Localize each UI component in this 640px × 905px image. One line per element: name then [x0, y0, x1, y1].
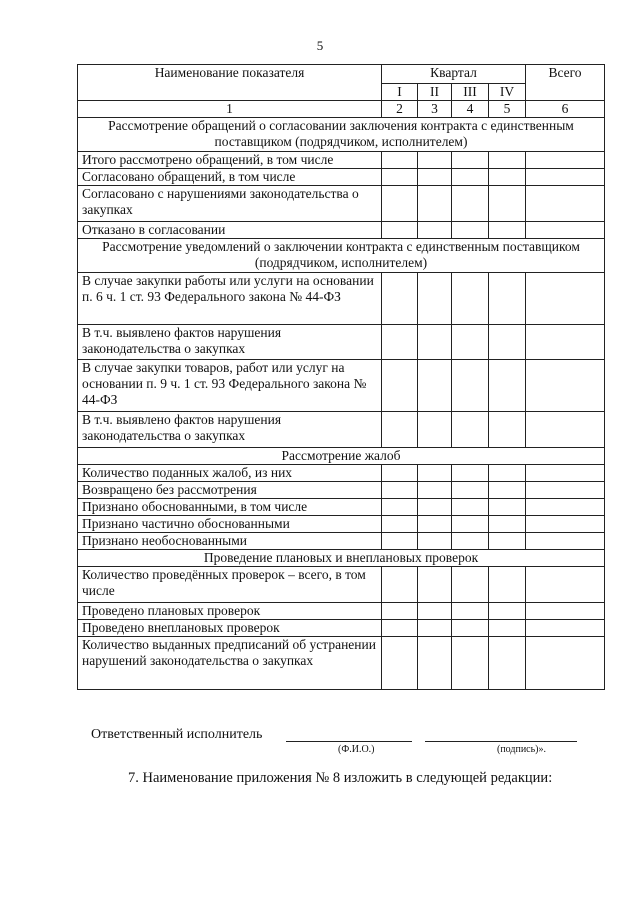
table-row [78, 152, 605, 169]
row-label: Отказано в согласовании [78, 222, 382, 239]
row-label: Количество поданных жалоб, из них [78, 465, 382, 482]
row-label: В случае закупки работы или услуги на основании п. 6 ч. 1 ст. 93 Федерального закона № 44-ФЗ [78, 273, 382, 325]
header-total: Всего [526, 65, 605, 101]
header-quarter: Квартал [382, 65, 526, 84]
section-row [78, 550, 605, 567]
col-number-5: 5 [489, 101, 526, 118]
table-row [78, 637, 605, 690]
section-title: Рассмотрение обращений о согласовании заключения контракта с единственным поставщиком (подрядчиком, исполнителем) [78, 118, 605, 152]
col-number-2: 2 [382, 101, 418, 118]
section-title: Рассмотрение жалоб [78, 448, 605, 465]
row-label: Согласовано с нарушениями законодательства о закупках [78, 186, 382, 222]
report-table [77, 64, 605, 690]
header-row [78, 65, 605, 84]
col-number-3: 3 [418, 101, 452, 118]
row-label: Проведено плановых проверок [78, 603, 382, 620]
row-label: Признано необоснованными [78, 533, 382, 550]
header-quarter-1: I [382, 84, 418, 101]
row-label: В т.ч. выявлено фактов нарушения законодательства о закупках [78, 325, 382, 360]
column-number-row [78, 101, 605, 118]
row-label: Возвращено без рассмотрения [78, 482, 382, 499]
fio-line [286, 741, 412, 742]
section-row [78, 239, 605, 273]
col-number-6: 6 [526, 101, 605, 118]
row-label: В т.ч. выявлено фактов нарушения законодательства о закупках [78, 412, 382, 448]
table-row [78, 412, 605, 448]
col-number-4: 4 [452, 101, 489, 118]
row-label: Итого рассмотрено обращений, в том числе [78, 152, 382, 169]
table-row [78, 222, 605, 239]
row-label: В случае закупки товаров, работ или услуг на основании п. 9 ч. 1 ст. 93 Федерального закона № 44-ФЗ [78, 360, 382, 412]
row-label: Количество проведённых проверок – всего, в том числе [78, 567, 382, 603]
table-row [78, 499, 605, 516]
table-row [78, 533, 605, 550]
table-row [78, 325, 605, 360]
section-title: Проведение плановых и внеплановых проверок [78, 550, 605, 567]
header-quarter-2: II [418, 84, 452, 101]
section-row [78, 448, 605, 465]
header-quarter-3: III [452, 84, 489, 101]
signature-caption: (подпись)». [497, 744, 547, 755]
fio-caption: (Ф.И.О.) [338, 744, 375, 755]
table-row [78, 169, 605, 186]
table-row [78, 567, 605, 603]
header-indicator-name: Наименование показателя [78, 65, 382, 101]
table-row [78, 186, 605, 222]
row-label: Признано частично обоснованными [78, 516, 382, 533]
table-row [78, 620, 605, 637]
responsible-label: Ответственный исполнитель [91, 727, 263, 742]
row-label: Проведено внеплановых проверок [78, 620, 382, 637]
header-quarter-4: IV [489, 84, 526, 101]
table-row [78, 603, 605, 620]
row-label: Признано обоснованными, в том числе [78, 499, 382, 516]
col-number-1: 1 [78, 101, 382, 118]
table-row [78, 360, 605, 412]
section-title: Рассмотрение уведомлений о заключении контракта с единственным поставщиком (подрядчиком, исполнителем) [78, 239, 605, 273]
table-row [78, 465, 605, 482]
table-row [78, 273, 605, 325]
closing-paragraph: 7. Наименование приложения № 8 изложить в следующей редакции: [128, 770, 553, 786]
page-number: 5 [316, 38, 324, 53]
signature-line [425, 741, 577, 742]
table-row [78, 516, 605, 533]
row-label: Количество выданных предписаний об устранении нарушений законодательства о закупках [78, 637, 382, 690]
table-row [78, 482, 605, 499]
section-row [78, 118, 605, 152]
row-label: Согласовано обращений, в том числе [78, 169, 382, 186]
